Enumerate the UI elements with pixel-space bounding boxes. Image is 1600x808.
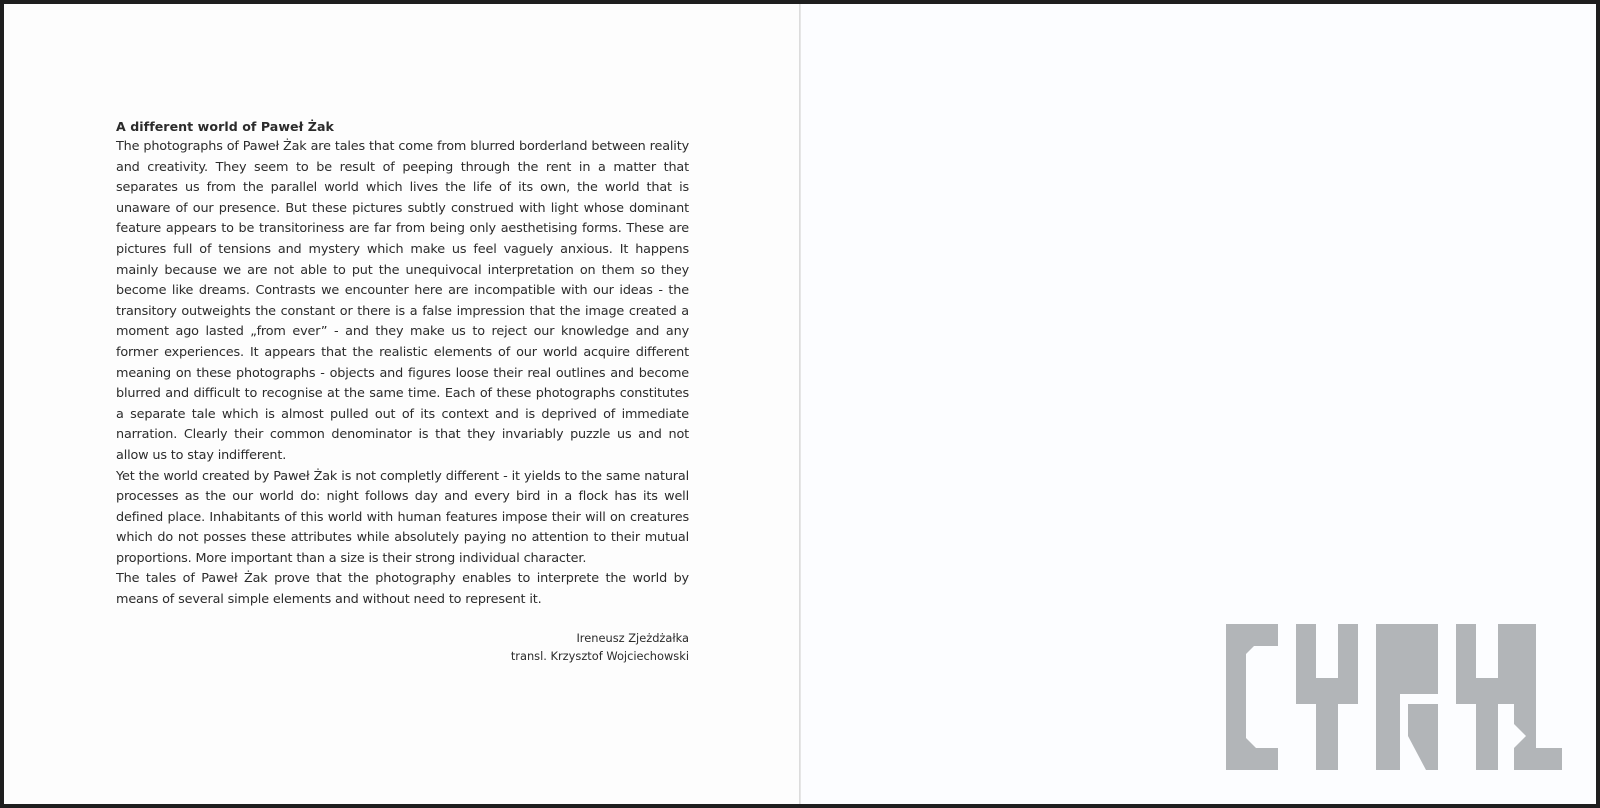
credits (116, 629, 689, 665)
left-page (4, 4, 800, 804)
translator-credit: transl. Krzysztof Wojciechowski (510, 648, 689, 663)
article-paragraph: The photographs of Paweł Żak are tales that come from blurred borderland between reality and creativity. They seem to be result of peeping through the rent in a matter that separates us from the parallel world which lives the life of its own, the world that is unaware of our presence. But these pictures subtly construed with light whose dominant feature appears to be transitoriness are far from being only aesthetising forms. These are pictures full of tensions and mystery which make us feel vaguely anxious. It happens mainly because we are not able to put the unequivocal interpretation on them so they become like dreams. Contrasts we encounter here are incompatible with our ideas - the transitory outweights the constant or there is a false impression that the image created a moment ago lasted „from ever” - and they make us to reject our knowledge and any former experiences. It appears that the realistic elements of our world acquire different meaning on these photographs - objects and figures loose their real outlines and become blurred and difficult to recognise at the same time. Each of these photographs constitutes a separate tale which is almost pulled out of its context and is deprived of immediate narration. Clearly their common denominator is that they invariably puzzle us and not allow us to stay indifferent. (116, 139, 689, 463)
article-paragraph: The tales of Paweł Żak prove that the photography enables to interprete the world by means of several simple elements and without need to represent it. (116, 571, 689, 608)
article-title: A different world of Paweł Żak (116, 119, 334, 134)
cyryl-logo (1226, 624, 1562, 776)
author-name: Ireneusz Zjeżdżałka (576, 630, 689, 645)
book-spread (4, 4, 1596, 804)
cyryl-logo-mark (1226, 624, 1562, 776)
article (116, 117, 689, 665)
article-paragraph: Yet the world created by Paweł Żak is not completly different - it yields to the same natural processes as the our world do: night follows day and every bird in a flock has its well defined place. Inhabitants of this world with human features impose their will on creatures which do not posses these attributes while absolutely paying no attention to their mutual proportions. More important than a size is their strong individual character. (116, 468, 689, 566)
